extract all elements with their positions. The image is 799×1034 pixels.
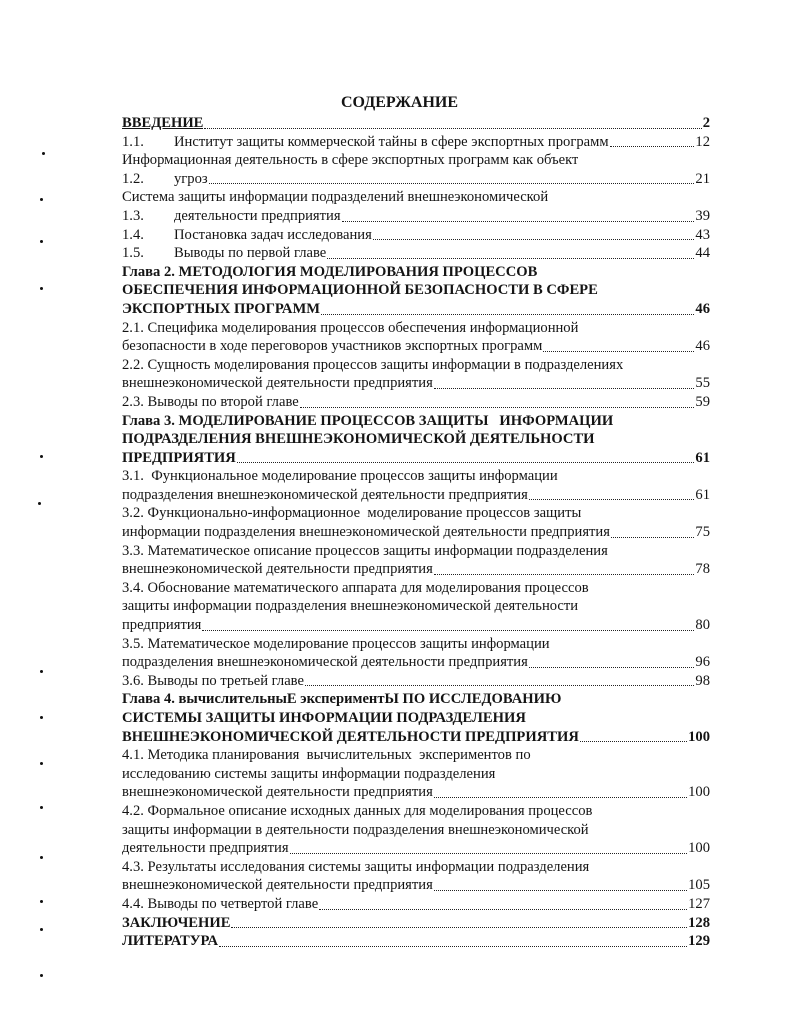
- scan-speck: [42, 152, 45, 155]
- dot-leader: [434, 890, 687, 891]
- toc-entry: [122, 170, 710, 189]
- toc-entry: [122, 114, 710, 133]
- dot-leader: [434, 388, 695, 389]
- toc-entry-text: ПОДРАЗДЕЛЕНИЯ ВНЕШНЕЭКОНОМИЧЕСКОЙ ДЕЯТЕЛЬНОСТИ: [122, 431, 595, 448]
- toc-page-number: 59: [695, 393, 710, 410]
- toc-entry-line: [122, 188, 710, 207]
- toc-entry-line: [122, 504, 710, 523]
- toc-entry-number: 1.4.: [122, 226, 144, 243]
- scan-speck: [40, 716, 43, 719]
- toc-entry: [122, 653, 710, 672]
- toc-entry: [122, 449, 710, 468]
- toc-page-number: 12: [695, 133, 710, 150]
- toc-page-number: 46: [695, 300, 710, 317]
- dot-leader: [434, 574, 695, 575]
- toc-entry-line: [122, 263, 710, 282]
- toc-entry: [122, 486, 710, 505]
- toc-entry: [122, 914, 710, 933]
- toc-page-number: 44: [695, 245, 710, 262]
- toc-page-number: 127: [688, 895, 710, 912]
- dot-leader: [434, 797, 687, 798]
- toc-page-number: 128: [688, 914, 710, 931]
- toc-page-number: 75: [695, 524, 710, 541]
- toc-page-number: 105: [688, 877, 710, 894]
- toc-entry-title: внешнеэкономической деятельности предприятия: [122, 561, 433, 578]
- toc-entry-text: 3.2. Функционально-информационное моделирование процессов защиты: [122, 505, 582, 522]
- toc-entry-number: 1.2.: [122, 170, 144, 187]
- dot-leader: [319, 909, 687, 910]
- toc-entry-title: ВНЕШНЕЭКОНОМИЧЕСКОЙ ДЕЯТЕЛЬНОСТИ ПРЕДПРИЯТИЯ: [122, 728, 579, 745]
- toc-entry-text: защиты информации подразделения внешнеэкономической деятельности: [122, 598, 579, 615]
- toc-entry-title: безопасности в ходе переговоров участников экспортных программ: [122, 338, 543, 355]
- dot-leader: [237, 462, 695, 463]
- toc-entry-text: 3.4. Обоснование математического аппарата для моделирования процессов: [122, 579, 589, 596]
- toc-entry-title: Постановка задач исследования: [174, 226, 372, 243]
- scan-speck: [40, 762, 43, 765]
- toc-entry: [122, 523, 710, 542]
- toc-entry: [122, 932, 710, 951]
- dot-leader: [529, 667, 695, 668]
- toc-page-number: 43: [695, 226, 710, 243]
- toc-entry-title: предприятия: [122, 617, 202, 634]
- toc-entry-title: информации подразделения внешнеэкономической деятельности предприятия: [122, 524, 610, 541]
- toc-page-number: 61: [695, 486, 710, 503]
- toc-entry: [122, 560, 710, 579]
- scan-speck: [40, 806, 43, 809]
- toc-entry: [122, 839, 710, 858]
- toc-entry-title: ПРЕДПРИЯТИЯ: [122, 449, 236, 466]
- dot-leader: [231, 927, 687, 928]
- toc-entry-line: [122, 151, 710, 170]
- toc-entry-line: [122, 467, 710, 486]
- toc-page-number: 46: [695, 338, 710, 355]
- toc-entry-line: [122, 709, 710, 728]
- toc-entry-text: исследованию системы защиты информации подразделения: [122, 765, 496, 782]
- scan-speck: [40, 198, 43, 201]
- toc-page-number: 61: [695, 449, 710, 466]
- toc-entry-text: Информационная деятельность в сфере экспортных программ как объект: [122, 152, 579, 169]
- toc-page-number: 100: [688, 728, 710, 745]
- toc-page-number: 100: [688, 840, 710, 857]
- toc-entry-title: ЛИТЕРАТУРА: [122, 933, 219, 950]
- toc-page-number: 129: [688, 933, 710, 950]
- toc-entry-number: 1.5.: [122, 245, 144, 262]
- toc-entry-line: [122, 635, 710, 654]
- dot-leader: [321, 314, 694, 315]
- toc-entry-title: 4.4. Выводы по четвертой главе: [122, 895, 319, 912]
- toc-entry: [122, 337, 710, 356]
- toc-entry-title: подразделения внешнеэкономической деятельности предприятия: [122, 486, 528, 503]
- toc-entry-text: Глава 2. МЕТОДОЛОГИЯ МОДЕЛИРОВАНИЯ ПРОЦЕССОВ: [122, 263, 538, 280]
- toc-entry-title: внешнеэкономической деятельности предприятия: [122, 375, 433, 392]
- toc-entry-title: деятельности предприятия: [174, 207, 341, 224]
- scan-speck: [38, 502, 41, 505]
- toc-entry-title: внешнеэкономической деятельности предприятия: [122, 877, 433, 894]
- toc-entry-text: защиты информации в деятельности подразделения внешнеэкономической: [122, 821, 589, 838]
- toc-entry-line: [122, 858, 710, 877]
- table-of-contents: [122, 114, 710, 951]
- toc-entry-text: 3.5. Математическое моделирование процессов защиты информации: [122, 635, 550, 652]
- toc-entry: [122, 876, 710, 895]
- toc-entry: [122, 207, 710, 226]
- toc-entry-text: Система защиты информации подразделений внешнеэкономической: [122, 189, 549, 206]
- toc-entry: [122, 226, 710, 245]
- dot-leader: [305, 685, 694, 686]
- toc-entry-line: [122, 412, 710, 431]
- dot-leader: [610, 146, 695, 147]
- dot-leader: [300, 407, 695, 408]
- toc-entry: [122, 244, 710, 263]
- dot-leader: [342, 221, 695, 222]
- dot-leader: [529, 499, 695, 500]
- scan-speck: [40, 287, 43, 290]
- toc-entry-number: 1.1.: [122, 133, 144, 150]
- toc-entry-text: 2.1. Специфика моделирования процессов обеспечения информационной: [122, 319, 579, 336]
- toc-entry-line: [122, 542, 710, 561]
- toc-entry: [122, 728, 710, 747]
- toc-entry-line: [122, 356, 710, 375]
- toc-entry-text: 4.1. Методика планирования вычислительных экспериментов по: [122, 747, 531, 764]
- toc-entry-title: ЗАКЛЮЧЕНИЕ: [122, 914, 231, 931]
- page-title: СОДЕРЖАНИЕ: [340, 94, 459, 111]
- dot-leader: [290, 853, 688, 854]
- toc-entry-title: 2.3. Выводы по второй главе: [122, 393, 299, 410]
- dot-leader: [373, 239, 695, 240]
- dot-leader: [611, 537, 694, 538]
- toc-entry-line: [122, 597, 710, 616]
- toc-page-number: 80: [695, 617, 710, 634]
- toc-entry-text: 3.1. Функциональное моделирование процессов защиты информации: [122, 468, 558, 485]
- toc-entry: [122, 374, 710, 393]
- scan-speck: [40, 455, 43, 458]
- toc-entry-line: [122, 765, 710, 784]
- toc-page-number: 55: [695, 375, 710, 392]
- toc-entry-title: Институт защиты коммерческой тайны в сфере экспортных программ: [174, 133, 609, 150]
- toc-entry-text: 2.2. Сущность моделирования процессов защиты информации в подразделениях: [122, 356, 624, 373]
- toc-entry-text: ОБЕСПЕЧЕНИЯ ИНФОРМАЦИОННОЙ БЕЗОПАСНОСТИ В СФЕРЕ: [122, 282, 598, 299]
- toc-entry-title: внешнеэкономической деятельности предприятия: [122, 784, 433, 801]
- toc-entry-title: деятельности предприятия: [122, 840, 289, 857]
- toc-entry-title: ЭКСПОРТНЫХ ПРОГРАММ: [122, 300, 321, 317]
- toc-page-number: 21: [695, 170, 710, 187]
- toc-entry-line: [122, 802, 710, 821]
- toc-entry: [122, 672, 710, 691]
- toc-entry-title: 3.6. Выводы по третьей главе: [122, 672, 304, 689]
- dot-leader: [202, 630, 694, 631]
- toc-entry-number: 1.3.: [122, 207, 144, 224]
- toc-entry-title: Выводы по первой главе: [174, 245, 327, 262]
- toc-entry-text: 4.2. Формальное описание исходных данных для моделирования процессов: [122, 802, 593, 819]
- toc-page-number: 98: [695, 672, 710, 689]
- dot-leader: [580, 741, 687, 742]
- scan-speck: [40, 974, 43, 977]
- dot-leader: [204, 128, 701, 129]
- toc-entry: [122, 300, 710, 319]
- toc-entry: [122, 133, 710, 152]
- dot-leader: [327, 258, 694, 259]
- toc-entry-text: СИСТЕМЫ ЗАЩИТЫ ИНФОРМАЦИИ ПОДРАЗДЕЛЕНИЯ: [122, 710, 526, 726]
- dot-leader: [219, 946, 687, 947]
- toc-entry-line: [122, 821, 710, 840]
- toc-entry-line: [122, 579, 710, 598]
- scan-speck: [40, 856, 43, 859]
- toc-entry-line: [122, 690, 710, 709]
- toc-entry-text: Глава 3. МОДЕЛИРОВАНИЕ ПРОЦЕССОВ ЗАЩИТЫ ИНФОРМАЦИИ: [122, 412, 614, 429]
- toc-entry-line: [122, 746, 710, 765]
- scan-speck: [40, 928, 43, 931]
- toc-entry-text: 3.3. Математическое описание процессов защиты информации подразделения: [122, 542, 608, 559]
- toc-entry-text: 4.3. Результаты исследования системы защиты информации подразделения: [122, 858, 590, 875]
- toc-entry: [122, 783, 710, 802]
- toc-page-number: 100: [688, 784, 710, 801]
- scan-speck: [40, 900, 43, 903]
- dot-leader: [543, 351, 694, 352]
- toc-page-number: 2: [702, 115, 710, 131]
- toc-entry-line: [122, 430, 710, 449]
- toc-entry: [122, 616, 710, 635]
- toc-entry-title: угроз: [174, 170, 208, 187]
- toc-entry-title: ВВЕДЕНИЕ: [122, 115, 204, 131]
- toc-entry: [122, 895, 710, 914]
- toc-entry-title: подразделения внешнеэкономической деятельности предприятия: [122, 654, 528, 671]
- toc-page-number: 78: [695, 561, 710, 578]
- toc-entry-text: Глава 4. вычислительныЕ экспериментЫ ПО ИССЛЕДОВАНИЮ: [122, 691, 562, 708]
- toc-page-number: 96: [695, 654, 710, 671]
- scan-speck: [40, 240, 43, 243]
- toc-entry-line: [122, 319, 710, 338]
- dot-leader: [209, 183, 695, 184]
- scan-speck: [40, 670, 43, 673]
- toc-entry-line: [122, 281, 710, 300]
- toc-page-number: 39: [695, 207, 710, 224]
- toc-entry: [122, 393, 710, 412]
